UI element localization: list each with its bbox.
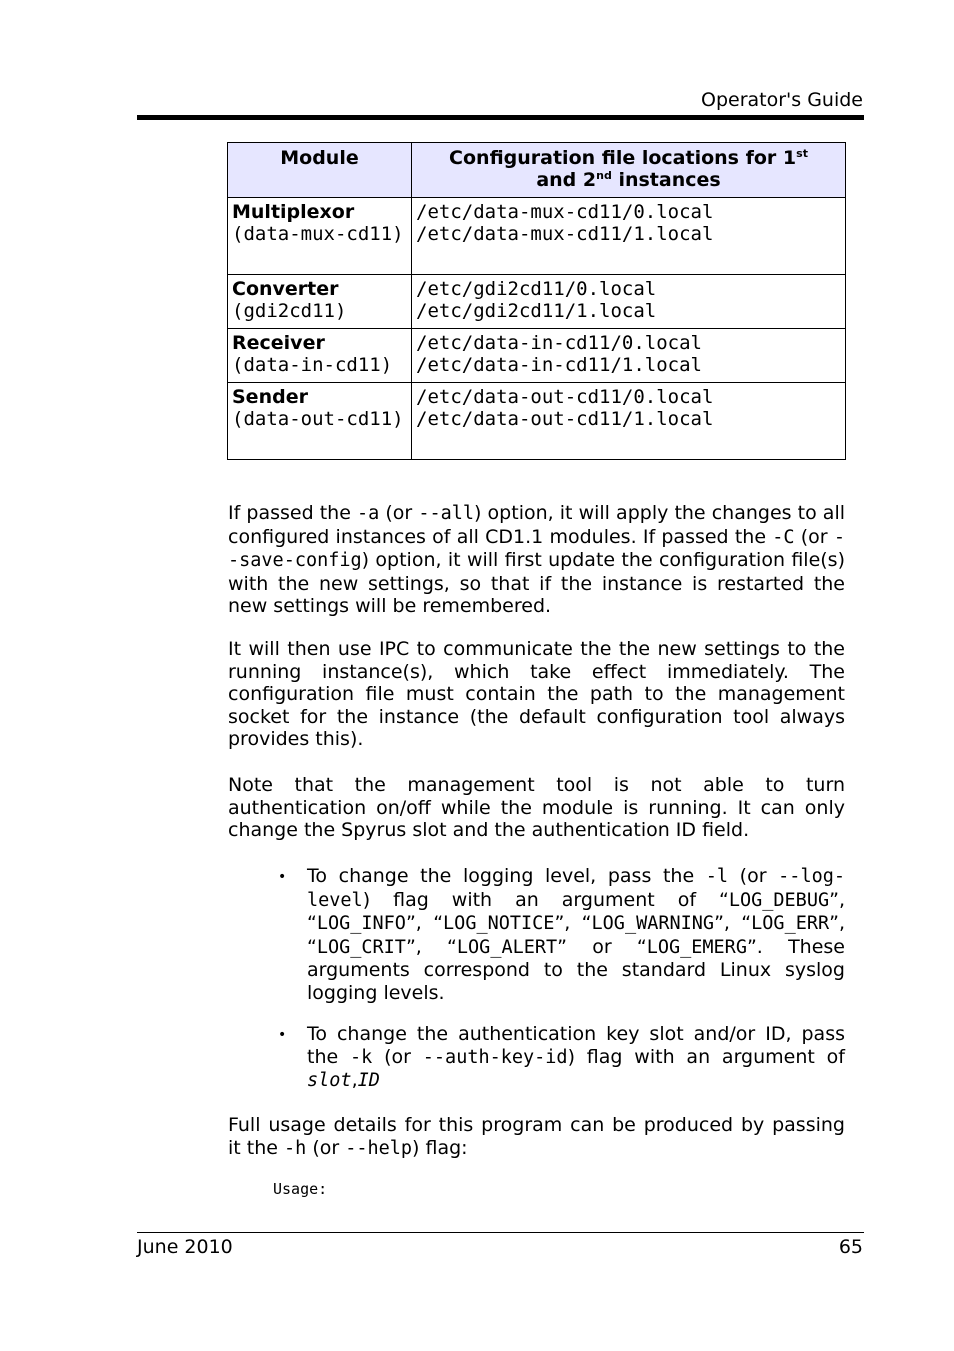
module-cell <box>228 383 412 460</box>
argument-separator: , <box>351 1069 358 1092</box>
table-header-row <box>228 143 846 198</box>
option-C: -C <box>772 526 795 548</box>
footer-date: June 2010 <box>137 1236 233 1258</box>
argument-id: ID <box>357 1070 380 1092</box>
paragraph-all-option <box>228 502 845 618</box>
text-run: To change the logging level, pass the <box>307 865 706 887</box>
text-run: ”, “ <box>405 935 457 958</box>
log-level-value: LOG_DEBUG <box>728 889 830 911</box>
table-row <box>228 329 846 383</box>
text-run: To change the authentication key slot and/or ID, pass the <box>307 1023 845 1068</box>
text-run: (or <box>728 865 779 887</box>
paragraph-ipc: It will then use IPC to communicate the the new settings to the running instance(s), which take effect immediately. The configuration file must contain the path to the management socket for the instance (the default configuration tool always provides this). <box>228 638 845 751</box>
option-a: -a <box>357 503 380 524</box>
text-run: ”, “ <box>554 912 592 935</box>
page-number: 65 <box>838 1236 863 1258</box>
paragraph-note: Note that the management tool is not able to turn authentication on/off while the module is running. It can only change the Spyrus slot and the authentication ID field. <box>228 774 845 842</box>
text-run: ”, “ <box>714 912 752 935</box>
log-level-value: LOG_ALERT <box>456 936 558 958</box>
option-help: --help <box>345 1137 413 1159</box>
argument-slot: slot <box>307 1070 352 1092</box>
running-header-title: Operator's Guide <box>700 89 863 111</box>
config-locations-table <box>227 142 846 460</box>
table-row <box>228 275 846 329</box>
paragraph-usage-details <box>228 1114 845 1160</box>
module-cell <box>228 198 412 275</box>
paths-cell <box>412 383 846 460</box>
text-run: ”, “ <box>307 912 846 958</box>
module-name: Multiplexor <box>232 201 355 223</box>
text-run: ”, “ <box>405 912 444 935</box>
text-run: ) flag with an argument of <box>567 1045 845 1068</box>
superscript-st: st <box>796 147 808 160</box>
bullet-auth-key <box>307 1023 845 1093</box>
log-level-value: LOG_INFO <box>316 913 406 935</box>
text-run: ” or “ <box>557 935 647 958</box>
option-auth-key-id: --auth-key-id <box>422 1046 568 1068</box>
option-l: -l <box>705 866 729 887</box>
option-log-level: --log-level <box>307 866 845 911</box>
text-run: ) option, it will apply the changes to all configured instances of all CD1.1 modules. If passed the <box>228 502 845 548</box>
column-header-locations <box>412 143 846 198</box>
column-header-module: Module <box>228 143 412 198</box>
bullet-logging-level <box>307 865 845 1005</box>
text-run: Full usage details for this program can be produced by passing it the <box>228 1114 845 1159</box>
header-rule <box>137 115 864 120</box>
text-run: (or <box>379 502 419 524</box>
module-cell <box>228 329 412 383</box>
column-header-part: and 2 <box>536 169 597 191</box>
option-h: -h <box>284 1137 307 1159</box>
text-run: ) flag with an argument of “ <box>362 888 729 911</box>
config-paths: /etc/data-in-cd11/0.local /etc/data-in-cd11/1.local <box>416 332 702 376</box>
text-run: ) option, it will first update the configuration file(s) with the new settings, so that if the instance is restarted the new settings will be remembered. <box>228 549 845 618</box>
table-row <box>228 383 846 460</box>
footer-rule <box>137 1232 864 1233</box>
module-command: (data-out-cd11) <box>232 408 404 430</box>
log-level-value: LOG_ERR <box>751 913 830 935</box>
paths-cell <box>412 198 846 275</box>
column-header-part: instances <box>611 169 721 191</box>
text-run: ”. These arguments correspond to the standard Linux syslog logging levels. <box>307 935 845 1004</box>
column-header-part: Configuration file locations for 1 <box>449 147 797 169</box>
text-run: (or <box>372 1045 423 1068</box>
module-name: Receiver <box>232 332 325 354</box>
table-row <box>228 198 846 275</box>
log-level-value: LOG_EMERG <box>646 936 747 958</box>
config-paths: /etc/gdi2cd11/0.local /etc/gdi2cd11/1.local <box>416 278 657 322</box>
text-run: (or <box>306 1136 346 1159</box>
module-cell <box>228 275 412 329</box>
module-name: Converter <box>232 278 339 300</box>
option-all: --all <box>418 503 475 524</box>
text-run: ”, “ <box>307 888 845 935</box>
log-level-value: LOG_WARNING <box>591 913 715 935</box>
usage-code-label: Usage: <box>273 1180 328 1198</box>
option-save-config: --save-config <box>228 526 845 572</box>
bullet-icon: • <box>278 1027 287 1043</box>
log-level-value: LOG_NOTICE <box>443 913 555 935</box>
text-run: ) flag: <box>412 1136 468 1159</box>
paths-cell <box>412 275 846 329</box>
config-paths: /etc/data-mux-cd11/0.local /etc/data-mux-cd11/1.local <box>416 201 714 245</box>
config-paths: /etc/data-out-cd11/0.local /etc/data-out-cd11/1.local <box>416 386 714 430</box>
paths-cell <box>412 329 846 383</box>
superscript-nd: nd <box>596 169 612 182</box>
text-run: If passed the <box>228 502 358 524</box>
option-k: -k <box>350 1046 373 1068</box>
module-command: (gdi2cd11) <box>232 300 347 322</box>
bullet-icon: • <box>278 869 287 885</box>
module-name: Sender <box>232 386 308 408</box>
module-command: (data-mux-cd11) <box>232 223 404 245</box>
module-command: (data-in-cd11) <box>232 354 393 376</box>
text-run: (or <box>794 525 834 548</box>
log-level-value: LOG_CRIT <box>316 936 406 958</box>
